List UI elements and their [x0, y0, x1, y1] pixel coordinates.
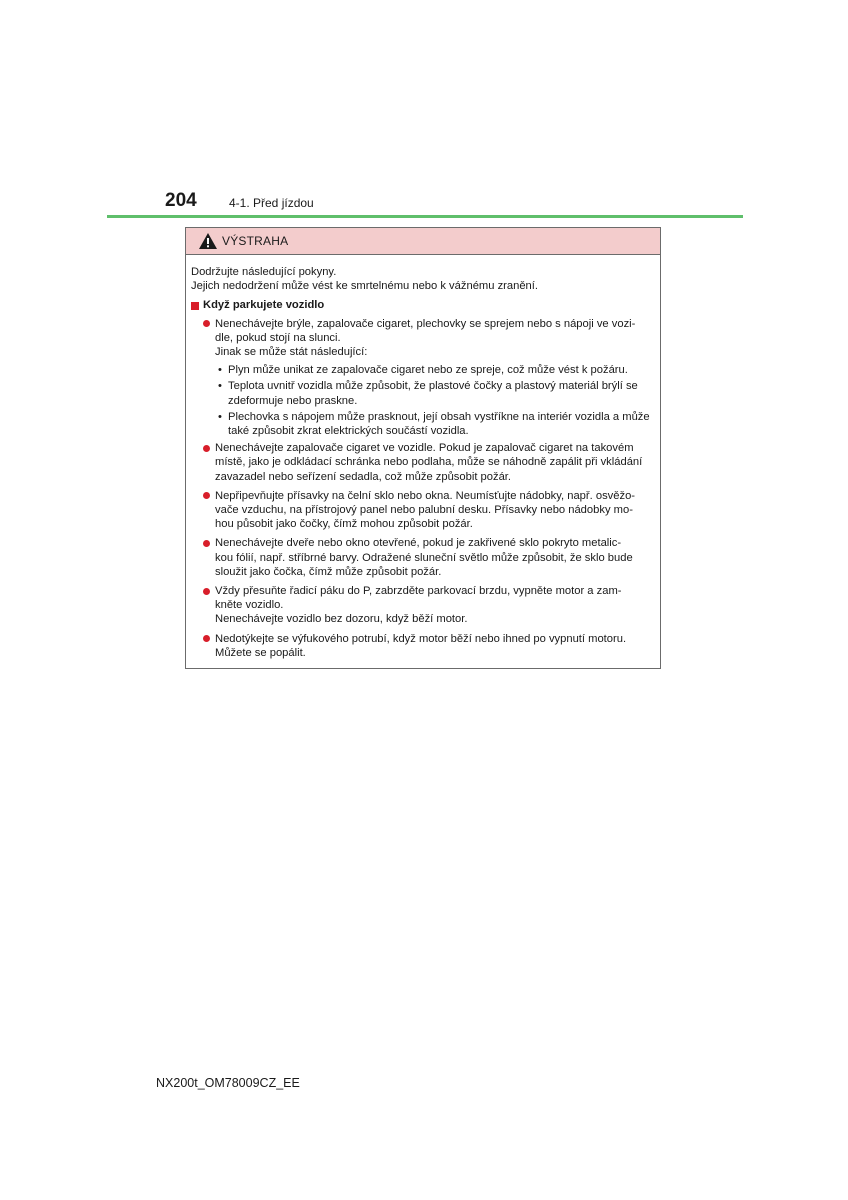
bullet-line: místě, jako je odkládací schránka nebo podlaha, může se náhodně zapálit při vkládání	[215, 456, 643, 469]
warning-box	[185, 227, 661, 669]
sub-bullet-item	[191, 379, 656, 407]
red-dot-icon	[203, 445, 210, 452]
bullet-line: Nenechávejte vozidlo bez dozoru, když běží motor.	[215, 613, 468, 626]
red-dot-icon	[203, 540, 210, 547]
warning-triangle-icon	[198, 232, 218, 250]
bullet-line: Jinak se může stát následující:	[215, 346, 368, 359]
bullet-item	[191, 632, 656, 660]
bullet-line: Nenechávejte brýle, zapalovače cigaret, plechovky se sprejem nebo s nápoji ve vozi-	[215, 317, 636, 330]
bullet-line: Nenechávejte dveře nebo okno otevřené, pokud je zakřivené sklo pokryto metalic-	[215, 537, 622, 550]
subheading	[191, 298, 656, 312]
sub-bullet-mark: •	[218, 364, 222, 377]
section-title: 4-1. Před jízdou	[229, 196, 314, 210]
sub-bullet-item	[191, 363, 656, 377]
sub-bullet-line: také způsobit zkrat elektrických součástí vozidla.	[228, 425, 469, 438]
sub-bullet-line: Plechovka s nápojem může prasknout, její obsah vystříkne na interiér vozidla a může	[228, 410, 650, 423]
warning-title: VÝSTRAHA	[222, 234, 289, 248]
bullet-line: Nenechávejte zapalovače cigaret ve vozidle. Pokud je zapalovač cigaret na takovém	[215, 442, 634, 455]
red-dot-icon	[203, 588, 210, 595]
bullet-line: dle, pokud stojí na slunci.	[215, 331, 341, 344]
sub-bullet-line: Teplota uvnitř vozidla může způsobit, že plastové čočky a plastový materiál brýlí se	[228, 380, 638, 393]
bullet-item	[191, 584, 656, 627]
bullet-item	[191, 536, 656, 579]
page-number: 204	[165, 190, 197, 211]
sub-bullet-line: zdeformuje nebo praskne.	[228, 394, 358, 407]
bullet-line: Nedotýkejte se výfukového potrubí, když motor běží nebo ihned po vypnutí motoru.	[215, 632, 627, 645]
warning-body	[186, 255, 660, 660]
sub-bullet-item	[191, 410, 656, 438]
bullet-item	[191, 489, 656, 532]
bullet-line: hou působit jako čočky, čímž mohou způsobit požár.	[215, 518, 473, 531]
bullet-line: zavazadel nebo seřízení sedadla, což může způsobit požár.	[215, 470, 512, 483]
sub-bullet-line: Plyn může unikat ze zapalovače cigaret nebo ze spreje, což může vést k požáru.	[228, 364, 628, 377]
bullet-line: kou fólií, např. stříbrné barvy. Odražené sluneční světlo může způsobit, že sklo bude	[215, 551, 633, 564]
red-dot-icon	[203, 492, 210, 499]
bullet-line: Nepřipevňujte přísavky na čelní sklo nebo okna. Neumísťujte nádobky, např. osvěžo-	[215, 489, 636, 502]
header-rule	[107, 215, 743, 218]
bullet-item	[191, 317, 656, 360]
bullet-line: Můžete se popálit.	[215, 646, 306, 659]
red-dot-icon	[203, 320, 210, 327]
subheading-text: Když parkujete vozidlo	[203, 299, 325, 312]
bullet-item	[191, 441, 656, 484]
footer-code: NX200t_OM78009CZ_EE	[156, 1076, 300, 1090]
intro-text: Dodržujte následující pokyny.	[191, 266, 337, 278]
bullet-line: sloužit jako čočka, čímž může způsobit požár.	[215, 565, 442, 578]
bullet-line: kněte vozidlo.	[215, 599, 284, 612]
intro-text: Jejich nedodržení může vést ke smrtelnému nebo k vážnému zranění.	[191, 280, 538, 293]
sub-bullet-mark: •	[218, 380, 222, 393]
sub-bullet-mark: •	[218, 410, 222, 423]
bullet-line: vače vzduchu, na přístrojový panel nebo palubní desku. Přísavky nebo nádobky mo-	[215, 504, 633, 517]
warning-header	[186, 228, 660, 255]
red-dot-icon	[203, 635, 210, 642]
red-square-icon	[191, 302, 199, 310]
bullet-line: Vždy přesuňte řadicí páku do P, zabrzděte parkovací brzdu, vypněte motor a zam-	[215, 585, 622, 598]
